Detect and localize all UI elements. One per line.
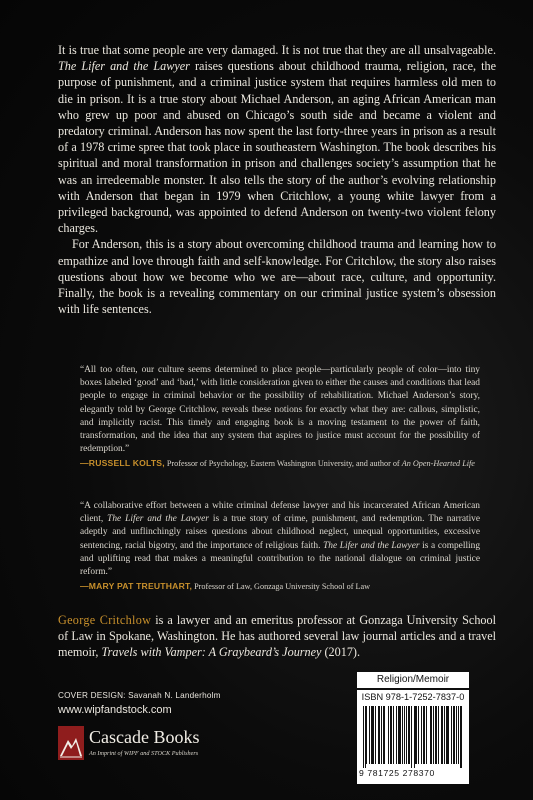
bio-text: (2017). — [324, 645, 361, 660]
barcode-bar — [460, 706, 461, 768]
barcode-bar — [404, 706, 405, 764]
barcode-bar — [418, 706, 419, 764]
barcode-bar — [406, 706, 407, 764]
barcode-bar — [451, 706, 452, 764]
barcode-bar — [441, 706, 442, 764]
barcode-bar — [372, 706, 373, 764]
barcode-bars — [363, 706, 463, 768]
barcode-bar — [431, 706, 432, 764]
barcode-bar — [444, 706, 445, 764]
blurb-paragraph-2: For Anderson, this is a story about overcoming childhood trauma and learning how to empathize and love through faith and self-knowledge. For Critchlow, the story also raises questions about how we become who we are—about race, culture, and opportunity. Finally, the book is a revealing commentary on our criminal justice system’s obsession with life sentences. — [58, 237, 496, 317]
endorsement-text — [80, 500, 480, 579]
barcode-bar — [415, 706, 416, 764]
barcode-bar — [369, 706, 370, 764]
publisher-imprint: An Imprint of WIPF and STOCK Publishers — [89, 750, 199, 757]
author-bio — [58, 612, 496, 661]
barcode-bar — [416, 706, 417, 764]
barcode-bar — [421, 706, 422, 764]
barcode-bar — [379, 706, 380, 764]
barcode-bar — [423, 706, 424, 764]
blurb-text: It is true that some people are very damaged. It is not true that they are all unsalvageable. — [58, 43, 496, 57]
barcode-bar — [409, 706, 410, 764]
barcode-bar — [436, 706, 437, 764]
barcode-bar — [373, 706, 374, 764]
back-cover-blurb — [58, 42, 496, 317]
isbn-number: ISBN 978-1-7252-7837-0 — [361, 692, 465, 702]
publisher-logo — [58, 724, 228, 764]
barcode-bar — [398, 706, 399, 764]
barcode-bar — [366, 706, 367, 764]
barcode-bar — [442, 706, 443, 764]
barcode-bar — [447, 706, 448, 764]
barcode-bar — [435, 706, 436, 764]
barcode-bar — [396, 706, 397, 764]
barcode-bar — [458, 706, 459, 764]
barcode-bar — [381, 706, 382, 764]
barcode-bar — [454, 706, 455, 764]
publisher-name: Cascade Books — [89, 727, 200, 747]
barcode-digits: 9 781725 278370 — [359, 768, 435, 778]
endorsement-text-part: “A collaborative effort between a white criminal defense lawyer and his incarcerated African American client, — [80, 501, 480, 525]
barcode-bar — [371, 706, 372, 764]
author-name: George Critchlow — [58, 613, 152, 627]
bio-text: is a lawyer and an emeritus professor at Gonzaga University School of Law in Spokane, Washington. He has authored several law journal articles and a travel memoir, — [58, 613, 496, 660]
barcode-bar — [448, 706, 449, 764]
publisher-url[interactable]: www.wipfandstock.com — [58, 704, 172, 716]
endorsement-attribution — [80, 580, 480, 593]
book-title: The Lifer and the Lawyer — [323, 540, 420, 551]
barcode-bar — [414, 706, 415, 768]
book-title: The Lifer and the Lawyer — [58, 59, 190, 74]
cover-design-credit: COVER DESIGN: Savanah N. Landerholm — [58, 691, 221, 700]
endorser-affiliation: Professor of Psychology, Eastern Washington University, and author of — [166, 459, 400, 469]
barcode-bar — [393, 706, 394, 764]
endorsement-text-part: is a true story of crime, punishment, and redemption. The narrative adeptly and unflinchingly raises questions about childhood neglect, unequal opportunities, excessive sentencing, racial bigotry, and the importance of religious faith. — [80, 514, 481, 551]
endorser-book: An Open-Hearted Life — [401, 459, 475, 469]
barcode-bar — [390, 706, 391, 764]
barcode-bar — [408, 706, 409, 764]
barcode-bar — [438, 706, 439, 764]
barcode-bar — [456, 706, 457, 764]
endorsement-text-part: is a compelling and uplifting read that makes a meaningful contribution to the national dialogue on criminal justice reform.” — [80, 540, 481, 578]
barcode-bar — [433, 706, 434, 764]
barcode-bar — [424, 706, 425, 764]
barcode-bar — [384, 706, 385, 764]
barcode-bar — [383, 706, 384, 764]
barcode-bar — [375, 706, 376, 764]
barcode-bar — [391, 706, 392, 764]
category-label: Religion/Memoir — [357, 672, 469, 688]
barcode-bar — [399, 706, 400, 764]
blurb-text: raises questions about childhood trauma, religion, race, the purpose of punishment, and a criminal justice system that requires harmless old men to die in prison. It is a true story about Michael Anderson, an aging African American man who grew up poor and abused on Chicago’s south side and became a violent and predatory criminal. Anderson has now spent the last forty-three years in prison as a result of a 1978 crime spree that took place in southeastern Washington. The book describes his spiritual and moral transformation in prison and challenges society’s assumption that he was an irredeemable monster. It also tells the story of the author’s evolving relationship with Anderson that began in 1979 when Critchlow, a young white lawyer from a privileged background, was appointed to defend Anderson on twenty-two violent felony charges. — [58, 59, 497, 236]
barcode-bar — [426, 706, 427, 764]
book-title: The Lifer and the Lawyer — [107, 514, 209, 525]
endorsement-text: “All too often, our culture seems determined to place people—particularly people of color—into tiny boxes labeled ‘good’ and ‘bad,’ with little consideration given to either the causes and conditions that lead people to engage in criminal behavior or the possibility of rehabilitation. Michael Anderson’s story, elegantly told by George Critchlow, reveals these notions for exactly what they are: callous, simplistic, and implicitly racist. This timely and engaging book is a moving testament to the power of faith, transformation, and the idea that any system that aspires to justice must account for the possibility of redemption.” — [80, 365, 480, 455]
barcode-bar — [402, 706, 403, 764]
barcode-bar — [388, 706, 389, 764]
endorser-name: —MARY PAT TREUTHART, — [80, 581, 193, 592]
memoir-title: Travels with Vamper: A Graybeard’s Journey — [101, 645, 322, 660]
endorser-affiliation: Professor of Law, Gonzaga University School of Law — [194, 582, 371, 592]
barcode-bar — [365, 706, 366, 768]
barcode-bar — [363, 706, 364, 768]
endorsement-kolts — [80, 364, 480, 471]
barcode-bar — [430, 706, 431, 764]
barcode-bar — [461, 706, 462, 768]
endorser-name: —RUSSELL KOLTS, — [80, 458, 165, 469]
endorsement-attribution — [80, 457, 480, 470]
barcode-bar — [411, 706, 412, 768]
isbn-barcode — [357, 690, 469, 784]
barcode-bar — [378, 706, 379, 764]
barcode-bar — [400, 706, 401, 764]
barcode-bar — [453, 706, 454, 764]
mountain-icon — [58, 726, 84, 760]
barcode-bar — [446, 706, 447, 764]
blurb-paragraph-1 — [58, 42, 496, 236]
endorsement-treuthart — [80, 500, 480, 593]
